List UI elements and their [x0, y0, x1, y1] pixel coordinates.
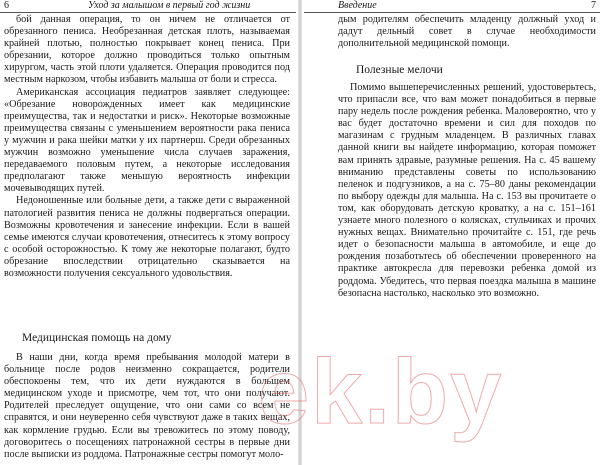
right-running-title: Введение — [338, 0, 377, 11]
paragraph: бой данная операция, то он ничем не отличается от обрезанного пениса. Необрезанная детская плоть, называемая крайней плотью, полностью покрывает конец пениса. При обрезании, которое должно проводиться только опытным хирургом, часть этой плоти удаляется. Операция проводится под местным наркозом, чтобы избавить малыша от боли и стресса. — [4, 14, 290, 86]
section-heading-useful-things: Полезные мелочи — [356, 64, 443, 76]
left-page — [0, 0, 296, 465]
paragraph: Недоношенные или больные дети, а также дети с выраженной патологией развития пениса не должны подвергаться операции. Возможны кровотечения и занесение инфекции. Если в вашей семье имеются случаи кровотечения, отнеситесь к этому вопросу с особой осторожностью. К тому же некоторые полагают, будто обрезание впоследствии отрицательно сказывается на возможности получения сексуального удовольствия. — [4, 195, 290, 279]
right-body-middle — [338, 82, 596, 300]
paragraph: В наши дни, когда время пребывания молодой матери в больнице после родов неизменно сокращается, родители обеспокоены тем, что их дети нуждаются в большем медицинском уходе и присмотре, чем тот, что они получают. Родителей преследует ощущение, что они сами со всем не справятся, и они неуверенно себя чувствуют даже в таких вещах, как кормление грудью. Если вы тревожитесь по этому поводу, договоритесь о посещениях патронажной сестры в первые дни после выписки из роддома. Патронажные сестры помогут моло- — [4, 352, 290, 460]
paragraph: дым родителям обеспечить младенцу должный уход и дадут дельный совет в случае необходимости дополнительной медицинской помощи. — [338, 14, 596, 50]
watermark-logo: ek.by — [258, 341, 504, 443]
right-running-head — [304, 0, 600, 13]
right-body-top — [338, 14, 596, 50]
section-heading-home-care: Медицинская помощь на дому — [22, 332, 172, 344]
paragraph: Американская ассоциация педиатров заявляет следующее: «Обрезание новорожденных имеет как медицинские преимущества, так и недостатки и риск». Некоторые возможные преимущества связаны с уменьшением вероятности рака пениса у мужчин и рака шейки матки у их партнерш. Среди обрезанных мужчин возможно уменьшение числа случаев заражения, передаваемого половым путем, а некоторые исследования предполагают также меньшую вероятность инфекции мочевыводящих путей. — [4, 86, 290, 195]
left-running-title: Уход за малышом в первый год жизни — [88, 0, 251, 11]
book-gutter — [298, 0, 302, 465]
left-page-number: 6 — [4, 0, 9, 11]
right-page-number: 7 — [591, 0, 596, 11]
left-body-bottom — [4, 352, 290, 461]
right-page — [304, 0, 600, 465]
paragraph: Помимо вышеперечисленных решений, удостоверьтесь, что припасли все, что вам может понадобиться в первые пару недель после рождения ребенка. Маловероятно, что у вас будет достаточно времени и сил для походов по магазинам с грудным младенцем. В различных главах данной книги вы найдете информацию, которая поможет вам принять здравые, разумные решения. На с. 45 вашему вниманию представлены советы по использованию пеленок и подгузников, а на с. 75–80 даны рекомендации по выбору одежды для малыша. На с. 153 вы прочитаете о том, как оборудовать детскую кроватку, а на с. 151–161 узнаете много полезного о колясках, стульчиках и прочих нужных вещах. Внимательно прочитайте с. 151, где речь идет о безопасности малыша в автомобиле, и еще до рождения позаботьтесь об обеспечении проверенного на практике автокресла для перевозки ребенка домой из роддома. Убедитесь, что первая поездка малыша в машине безопасна настолько, насколько это возможно. — [338, 82, 596, 299]
left-running-head — [0, 0, 296, 13]
left-body-top — [4, 14, 290, 280]
